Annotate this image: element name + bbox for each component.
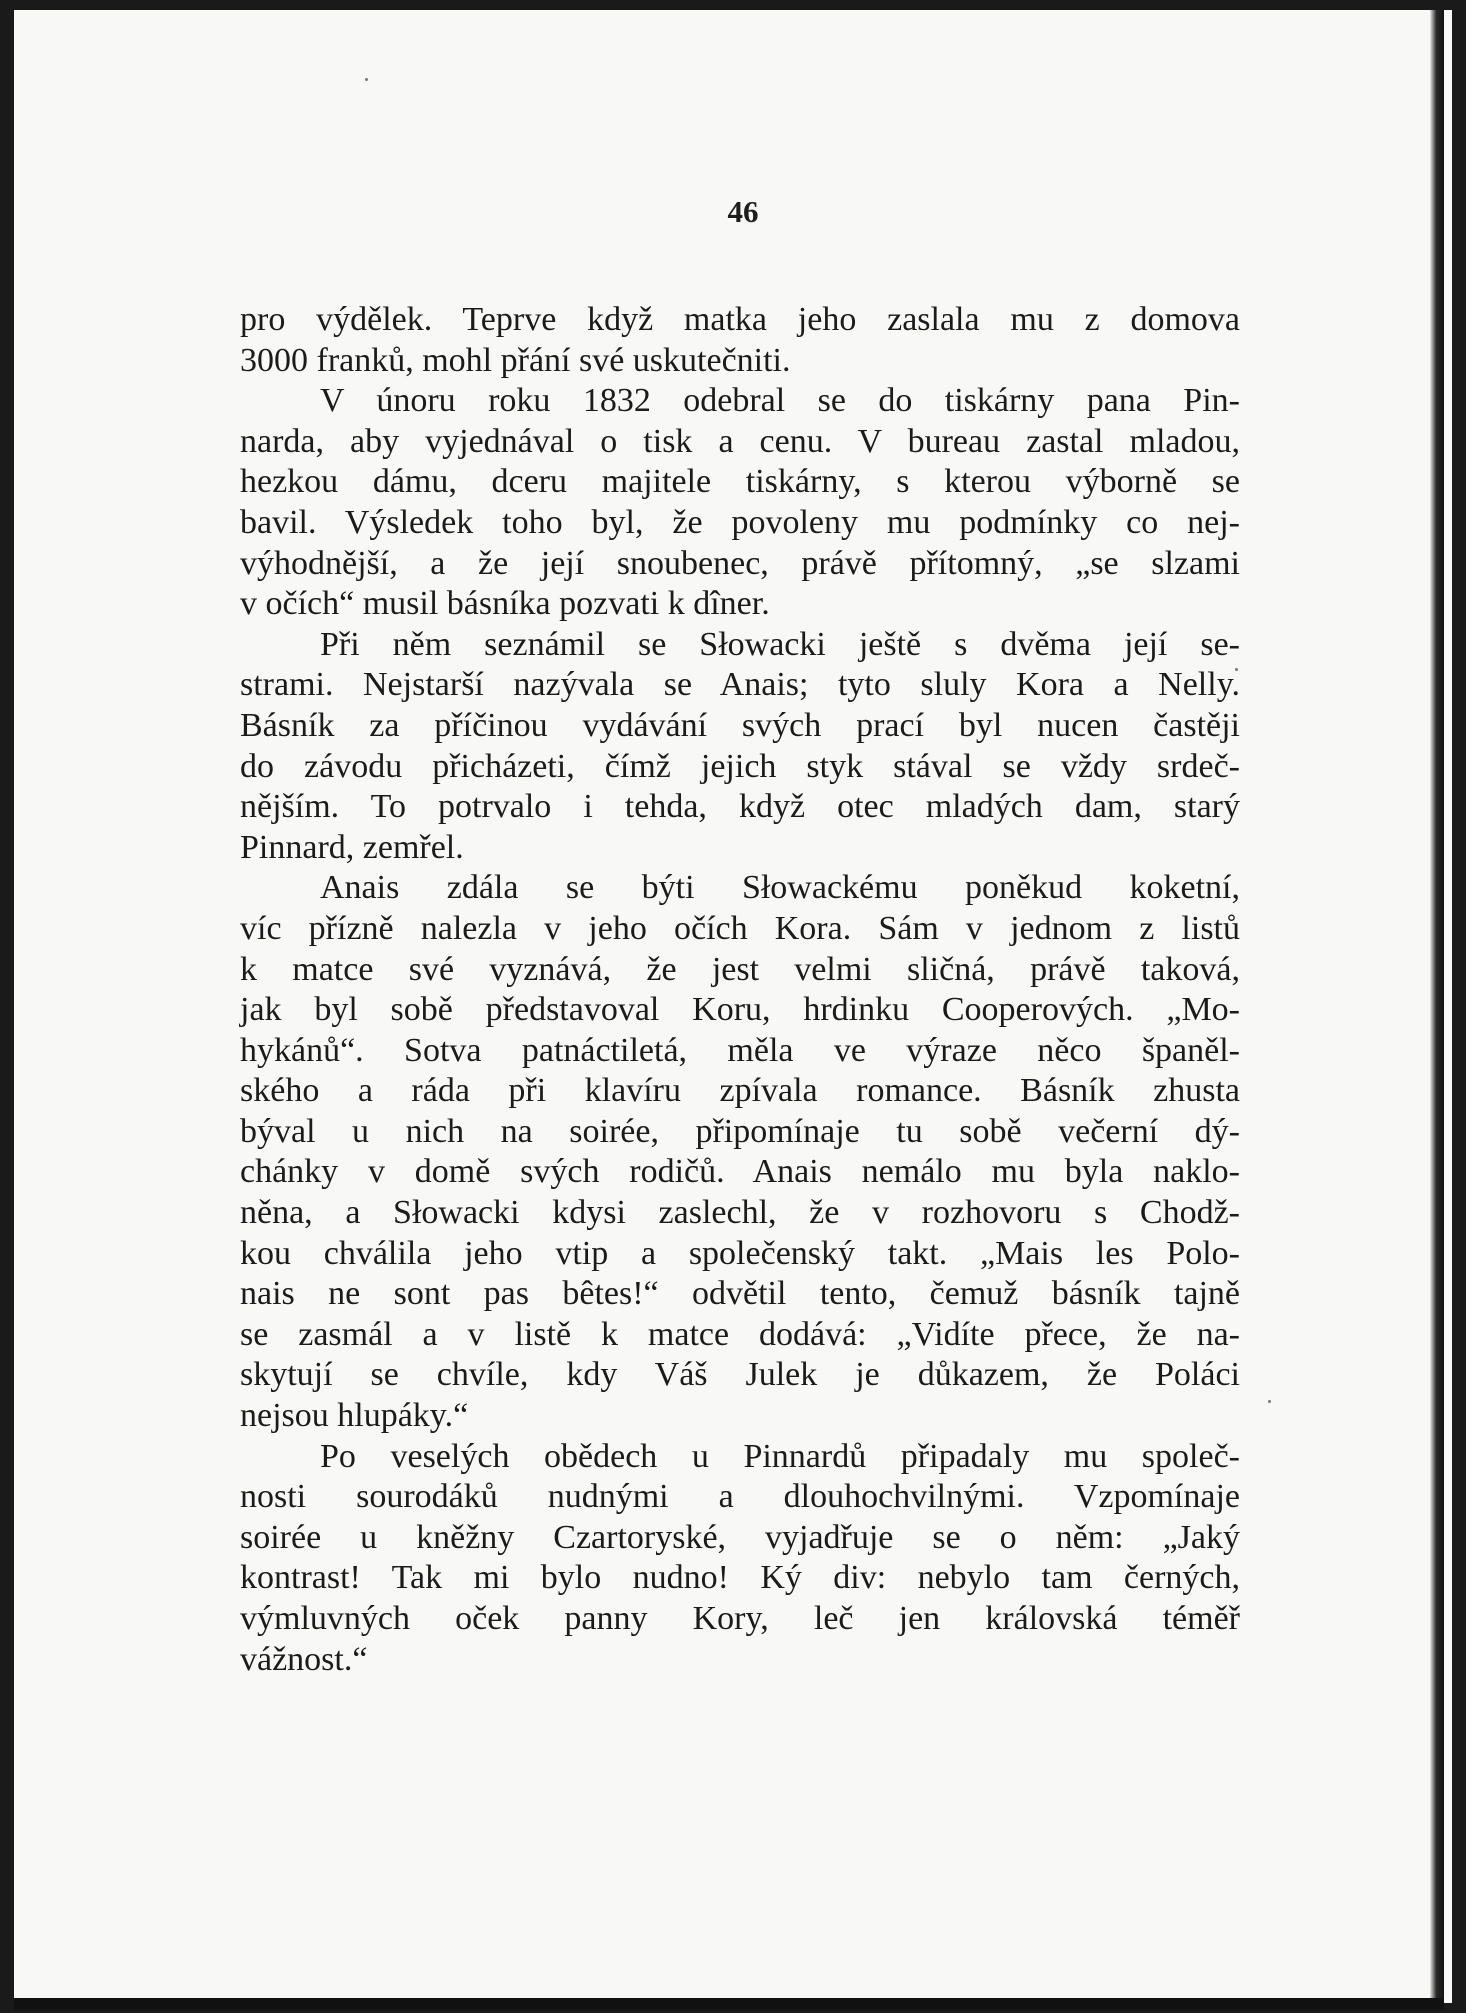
text-line: nejsou hlupáky.“ — [240, 1397, 469, 1435]
page-number: 46 — [727, 194, 759, 229]
text-line: do závodu přicházeti, čímž jejich styk stával se vždy srdeč- — [240, 747, 1240, 785]
text-line: narda, aby vyjednával o tisk a cenu. V bureau zastal mladou, — [240, 422, 1240, 460]
text-line: vážnost.“ — [240, 1640, 368, 1678]
text-line: soirée u kněžny Czartoryské, vyjadřuje se o něm: „Jaký — [240, 1518, 1240, 1556]
text-line: něna, a Słowacki kdysi zaslechl, že v rozhovoru s Chodž- — [240, 1194, 1240, 1232]
text-line: nějším. To potrvalo i tehda, když otec mladých dam, starý — [240, 788, 1240, 826]
text-line: Při něm seznámil se Słowacki ještě s dvěma její se- — [320, 625, 1240, 663]
text-line: kontrast! Tak mi bylo nudno! Ký div: nebylo tam černých, — [240, 1559, 1240, 1597]
text-line: strami. Nejstarší nazývala se Anais; tyto sluly Kora a Nelly. — [240, 666, 1240, 704]
text-line: býval u nich na soirée, připomínaje tu sobě večerní dý- — [240, 1112, 1240, 1150]
text-line: hezkou dámu, dceru majitele tiskárny, s kterou výborně se — [240, 463, 1240, 501]
text-line: Básník za příčinou vydávání svých prací byl nucen častěji — [240, 706, 1240, 744]
text-line: 3000 franků, mohl přání své uskutečniti. — [240, 341, 791, 379]
text-line: chánky v domě svých rodičů. Anais nemálo mu byla naklo- — [240, 1153, 1240, 1191]
body-text — [240, 300, 1240, 1680]
text-line: bavil. Výsledek toho byl, že povoleny mu podmínky co nej- — [240, 503, 1240, 541]
text-line: Anais zdála se býti Słowackému poněkud koketní, — [320, 869, 1240, 907]
text-line: Pinnard, zemřel. — [240, 828, 464, 866]
text-line: hykánů“. Sotva patnáctiletá, měla ve výraze něco španěl- — [240, 1031, 1240, 1069]
text-line: skytují se chvíle, kdy Váš Julek je důkazem, že Poláci — [240, 1356, 1240, 1394]
text-line: V únoru roku 1832 odebral se do tiskárny pana Pin- — [320, 382, 1240, 420]
text-line: jak byl sobě představoval Koru, hrdinku Cooperových. „Mo- — [240, 991, 1240, 1029]
page-edge-bottom — [14, 1998, 1444, 2010]
paper-speck — [365, 78, 368, 81]
text-line: ského a ráda při klavíru zpívala romance. Básník zhusta — [240, 1072, 1240, 1110]
page-edge-right — [1430, 10, 1444, 2000]
text-line: se zasmál a v listě k matce dodává: „Vidíte přece, že na- — [240, 1315, 1240, 1353]
text-line: nosti sourodáků nudnými a dlouhochvilnými. Vzpomínaje — [240, 1478, 1240, 1516]
text-line: výmluvných oček panny Kory, leč jen královská téměř — [240, 1600, 1240, 1637]
text-line: Po veselých obědech u Pinnardů připadaly mu společ- — [320, 1437, 1240, 1475]
text-line: kou chválila jeho vtip a společenský takt. „Mais les Polo- — [240, 1234, 1240, 1272]
paper-speck — [1268, 1400, 1271, 1403]
text-line: víc přízně nalezla v jeho očích Kora. Sám v jednom z listů — [240, 909, 1240, 947]
text-line: výhodnější, a že její snoubenec, právě přítomný, „se slzami — [240, 544, 1240, 582]
text-line: nais ne sont pas bêtes!“ odvětil tento, čemuž básník tajně — [240, 1275, 1240, 1313]
text-line: pro výdělek. Teprve když matka jeho zaslala mu z domova — [240, 301, 1240, 338]
text-line: v očích“ musil básníka pozvati k dîner. — [240, 585, 770, 623]
text-line: k matce své vyznává, že jest velmi sličná, právě taková, — [240, 950, 1240, 988]
